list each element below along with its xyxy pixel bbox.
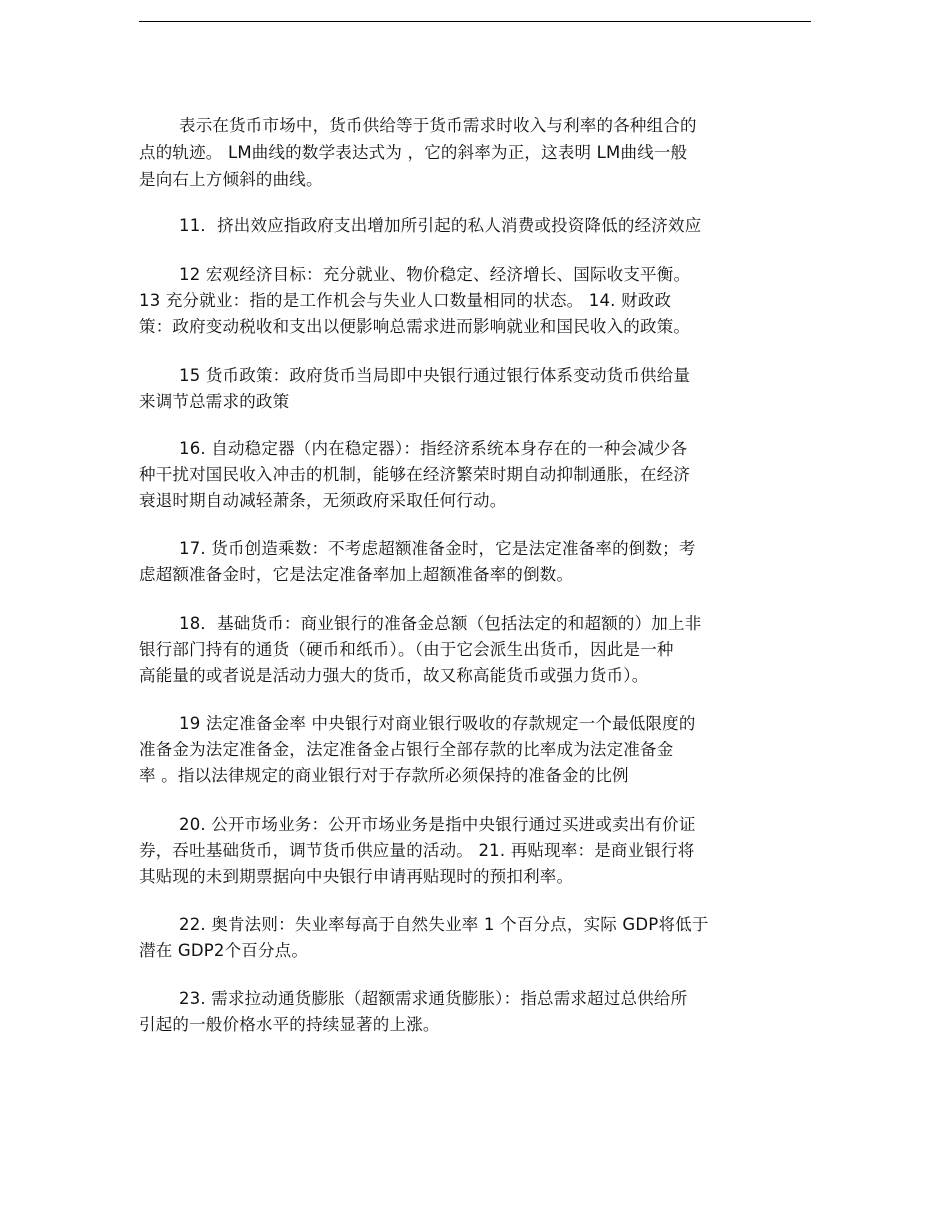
text-line: 高能量的或者说是活动力强大的货币，故又称高能货币或强力货币）。 — [139, 666, 649, 685]
text-line: 13 充分就业：指的是工作机会与失业人口数量相同的状态。 14. 财政政 — [139, 291, 672, 310]
text-line: 15 货币政策：政府货币当局即中央银行通过银行体系变动货币供给量 — [179, 366, 691, 385]
text-line: 银行部门持有的通货（硬币和纸币）。（由于它会派生出货币，因此是一种 — [139, 640, 674, 659]
text-line: 潜在 GDP2个百分点。 — [139, 941, 309, 960]
text-line: 准备金为法定准备金，法定准备金占银行全部存款的比率成为法定准备金 — [139, 740, 674, 759]
text-line: 19 法定准备金率 中央银行对商业银行吸收的存款规定一个最低限度的 — [179, 714, 696, 733]
text-line: 来调节总需求的政策 — [139, 392, 290, 411]
text-line: 策：政府变动税收和支出以便影响总需求进而影响就业和国民收入的政策。 — [139, 317, 691, 336]
text-line: 是向右上方倾斜的曲线。 — [139, 170, 323, 189]
text-line: 20. 公开市场业务：公开市场业务是指中央银行通过买进或卖出有价证 — [179, 815, 696, 834]
header-rule — [139, 21, 811, 22]
text-line: 18．基础货币：商业银行的准备金总额（包括法定的和超额的）加上非 — [179, 614, 702, 633]
text-line: 23. 需求拉动通货膨胀（超额需求通货膨胀）：指总需求超过总供给所 — [179, 989, 688, 1008]
text-line: 17. 货币创造乘数：不考虑超额准备金时，它是法定准备率的倒数；考 — [179, 539, 696, 558]
text-line: 12 宏观经济目标：充分就业、物价稳定、经济增长、国际收支平衡。 — [179, 265, 691, 284]
text-line: 点的轨迹。 LM曲线的数学表达式为 ，它的斜率为正，这表明 LM曲线一般 — [139, 143, 688, 162]
text-line: 种干扰对国民收入冲击的机制，能够在经济繁荣时期自动抑制通胀，在经济 — [139, 465, 691, 484]
text-line: 表示在货币市场中，货币供给等于货币需求时收入与利率的各种组合的 — [179, 116, 697, 135]
text-line: 11．挤出效应指政府支出增加所引起的私人消费或投资降低的经济效应 — [179, 216, 702, 235]
text-line: 22. 奥肯法则：失业率每高于自然失业率 1 个百分点，实际 GDP将低于 — [179, 915, 709, 934]
text-line: 券，吞吐基础货币，调节货币供应量的活动。 21. 再贴现率：是商业银行将 — [139, 841, 695, 860]
text-line: 其贴现的未到期票据向中央银行申请再贴现时的预扣利率。 — [139, 867, 574, 886]
text-line: 虑超额准备金时，它是法定准备率加上超额准备率的倒数。 — [139, 565, 574, 584]
text-line: 衰退时期自动减轻萧条，无须政府采取任何行动。 — [139, 491, 507, 510]
text-line: 引起的一般价格水平的持续显著的上涨。 — [139, 1015, 440, 1034]
text-line: 率 。指以法律规定的商业银行对于存款所必须保持的准备金的比例 — [139, 766, 629, 785]
text-line: 16. 自动稳定器（内在稳定器）：指经济系统本身存在的一种会减少各 — [179, 439, 688, 458]
